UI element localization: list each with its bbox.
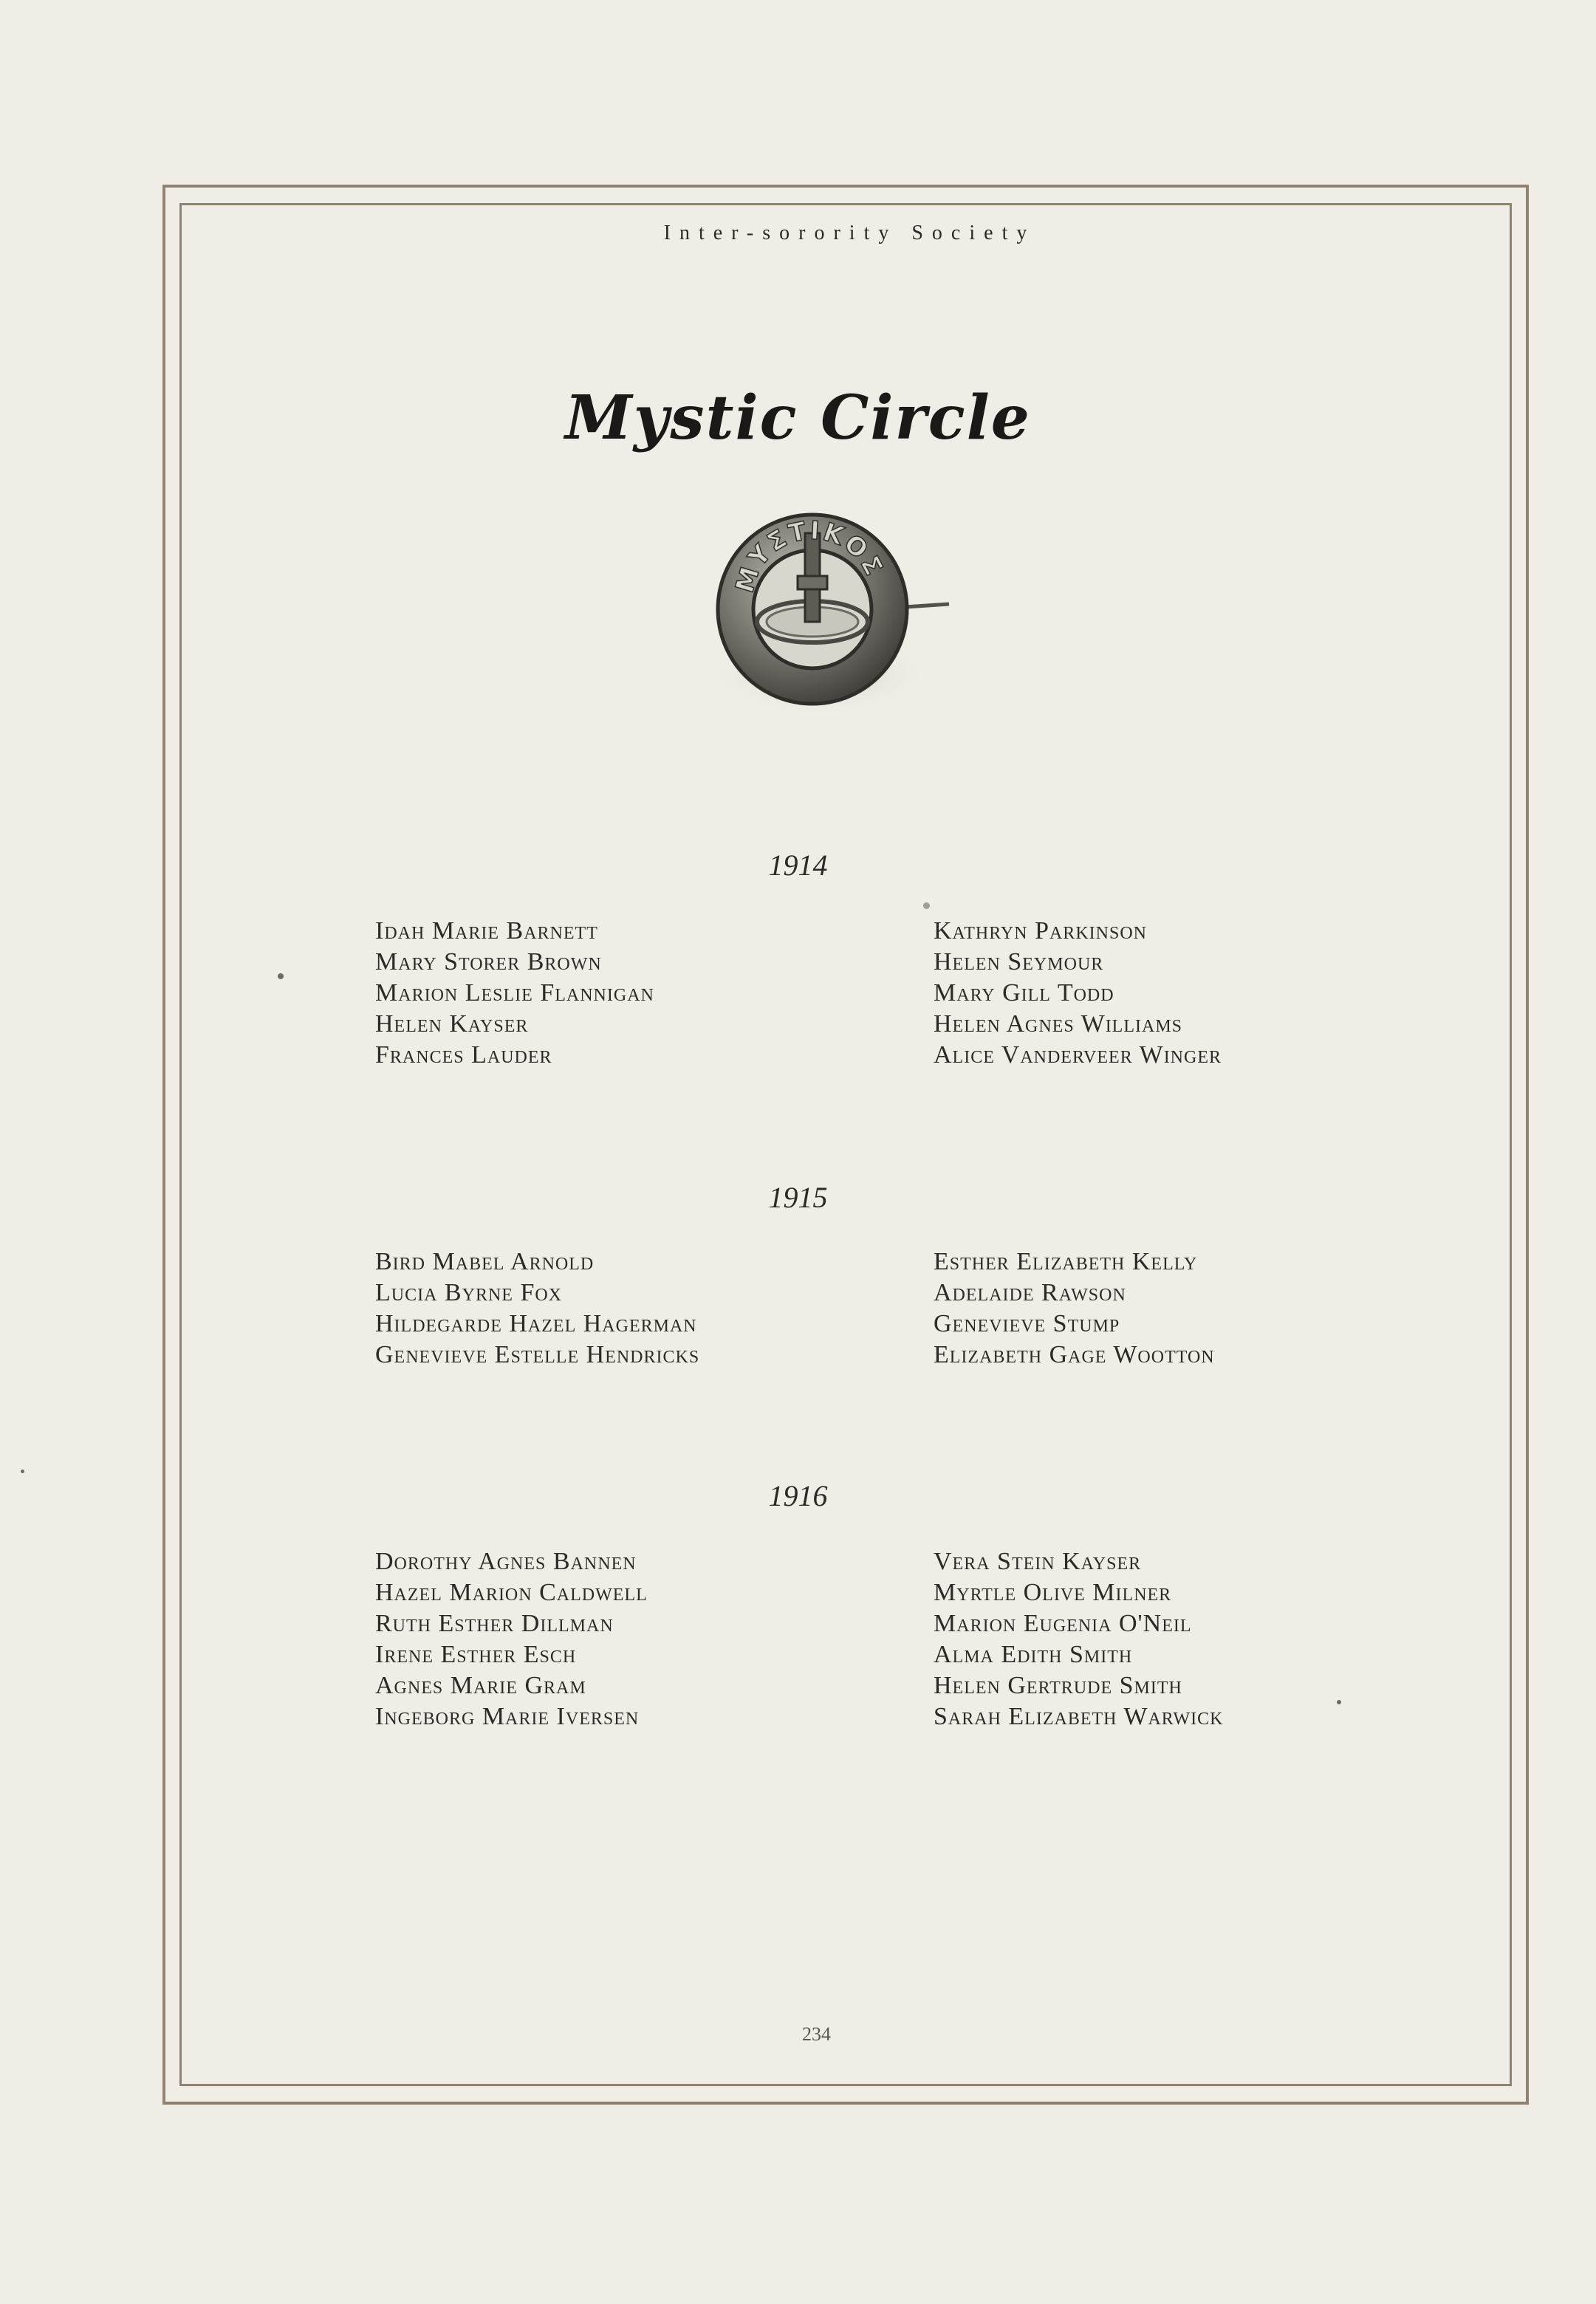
member-list-1916-left (375, 1546, 648, 1732)
page-title: Mystic Circle (565, 383, 1031, 453)
member-name: Frances Lauder (375, 1041, 552, 1069)
page-border-inner (179, 203, 1512, 2086)
member-name: Dorothy Agnes Bannen (375, 1548, 637, 1575)
member-list-1915-right (934, 1247, 1215, 1371)
member-list-1914-right (934, 916, 1222, 1071)
member-name: Genevieve Estelle Hendricks (375, 1341, 700, 1368)
member-name: Agnes Marie Gram (375, 1672, 586, 1699)
member-name: Lucia Byrne Fox (375, 1279, 563, 1306)
member-name: Marion Leslie Flannigan (375, 979, 654, 1007)
paper-speck (923, 902, 930, 909)
running-head: Inter-sorority Society (663, 222, 1036, 244)
member-name: Elizabeth Gage Wootton (934, 1341, 1215, 1368)
member-list-1915-left (375, 1247, 699, 1371)
society-pin-emblem-icon (694, 487, 960, 753)
member-name: Ruth Esther Dillman (375, 1610, 614, 1637)
member-name: Kathryn Parkinson (934, 917, 1147, 944)
member-name: Bird Mabel Arnold (375, 1248, 595, 1275)
paper-speck (21, 1470, 24, 1473)
member-name: Hildegarde Hazel Hagerman (375, 1310, 697, 1337)
member-name: Marion Eugenia O'Neil (934, 1610, 1192, 1637)
class-year-1914: 1914 (768, 848, 828, 882)
class-year-1915: 1915 (768, 1181, 828, 1214)
member-name: Sarah Elizabeth Warwick (934, 1703, 1224, 1730)
member-name: Irene Esther Esch (375, 1641, 577, 1668)
member-name: Genevieve Stump (934, 1310, 1120, 1337)
member-list-1916-right (934, 1546, 1223, 1732)
member-name: Helen Gertrude Smith (934, 1672, 1182, 1699)
class-year-1916: 1916 (768, 1479, 828, 1512)
member-name: Helen Kayser (375, 1010, 529, 1038)
member-name: Myrtle Olive Milner (934, 1579, 1172, 1606)
member-name: Hazel Marion Caldwell (375, 1579, 648, 1606)
member-name: Idah Marie Barnett (375, 917, 598, 944)
member-name: Mary Storer Brown (375, 948, 602, 976)
member-name: Alice Vanderveer Winger (934, 1041, 1222, 1069)
svg-text:ΜΥΣΤΙΚΟΣ: ΜΥΣΤΙΚΟΣ (730, 515, 890, 597)
paper-speck (1337, 1700, 1341, 1704)
member-name: Helen Seymour (934, 948, 1104, 976)
member-name: Helen Agnes Williams (934, 1010, 1183, 1038)
member-list-1914-left (375, 916, 654, 1071)
paper-speck (278, 973, 284, 979)
member-name: Esther Elizabeth Kelly (934, 1248, 1198, 1275)
society-pin-image (694, 487, 960, 753)
member-name: Ingeborg Marie Iversen (375, 1703, 640, 1730)
member-name: Adelaide Rawson (934, 1279, 1126, 1306)
page-number: 234 (802, 2023, 831, 2045)
member-name: Alma Edith Smith (934, 1641, 1133, 1668)
member-name: Mary Gill Todd (934, 979, 1114, 1007)
member-name: Vera Stein Kayser (934, 1548, 1142, 1575)
